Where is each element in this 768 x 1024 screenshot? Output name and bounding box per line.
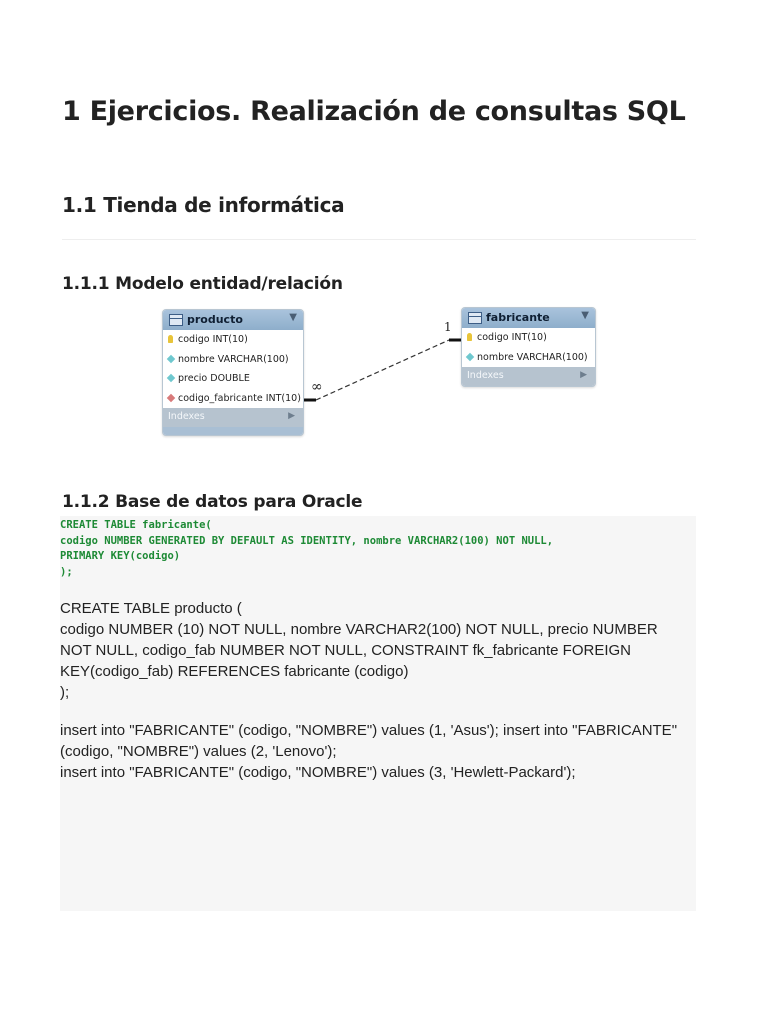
entity-title: producto (187, 313, 243, 326)
entity-field (163, 389, 303, 409)
table-icon (468, 312, 482, 324)
indexes-label: Indexes (168, 411, 205, 422)
entity-field (462, 328, 595, 348)
entity-fabricante (461, 307, 596, 387)
cardinality-many-label: ∞ (311, 379, 323, 395)
field-label: codigo INT(10) (477, 332, 547, 343)
field-label: nombre VARCHAR(100) (178, 353, 289, 365)
subsection-heading-modelo: 1.1.1 Modelo entidad/relación (62, 274, 343, 294)
column-icon (167, 374, 175, 382)
column-icon (167, 354, 175, 362)
entity-field (163, 330, 303, 350)
table-icon (169, 314, 183, 326)
key-icon (168, 335, 173, 343)
field-label: precio DOUBLE (178, 373, 250, 384)
entity-field (462, 348, 595, 368)
entity-field (163, 369, 303, 389)
entity-footer (163, 427, 303, 435)
indexes-label: Indexes (467, 370, 504, 381)
entity-title: fabricante (486, 311, 550, 324)
foreign-key-icon (167, 393, 175, 401)
section-heading-tienda: 1.1 Tienda de informática (62, 193, 345, 217)
field-label: codigo_fabricante INT(10) (178, 392, 301, 404)
key-icon (467, 333, 472, 341)
entity-header (462, 308, 595, 328)
subsection-heading-oracle: 1.1.2 Base de datos para Oracle (62, 492, 363, 512)
entity-header (163, 310, 303, 330)
indexes-bar (163, 408, 303, 427)
collapse-arrow-icon: ▼ (581, 310, 589, 321)
expand-arrow-icon: ▶ (288, 411, 295, 421)
field-label: nombre VARCHAR(100) (477, 351, 588, 363)
page-title: 1 Ejercicios. Realización de consultas SQL (62, 96, 686, 127)
code-create-fabricante: CREATE TABLE fabricante( codigo NUMBER GENERATED BY DEFAULT AS IDENTITY, nombre VARCHAR2(100) NOT NULL, PRIMARY KEY(codigo) ); (60, 519, 554, 578)
cardinality-one-label: 1 (444, 320, 452, 334)
indexes-bar (462, 367, 595, 386)
field-label: codigo INT(10) (178, 334, 248, 345)
collapse-arrow-icon: ▼ (289, 312, 297, 323)
entity-field (163, 350, 303, 370)
code-create-producto: CREATE TABLE producto ( codigo NUMBER (10) NOT NULL, nombre VARCHAR2(100) NOT NULL, precio NUMBER NOT NULL, codigo_fab NUMBER NOT NULL, CONSTRAINT fk_fabricante FOREIGN KEY(codigo_fab) REFERENCES fabricante (codigo) ); (60, 600, 658, 701)
column-icon (466, 352, 474, 360)
expand-arrow-icon: ▶ (580, 370, 587, 380)
code-insert-statements: insert into "FABRICANTE" (codigo, "NOMBRE") values (1, 'Asus'); insert into "FABRICANTE" (codigo, "NOMBRE") values (2, 'Lenovo'); insert into "FABRICANTE" (codigo, "NOMBRE") values (3, 'Hewlett-Packard'); (60, 722, 678, 781)
entity-producto (162, 309, 304, 436)
